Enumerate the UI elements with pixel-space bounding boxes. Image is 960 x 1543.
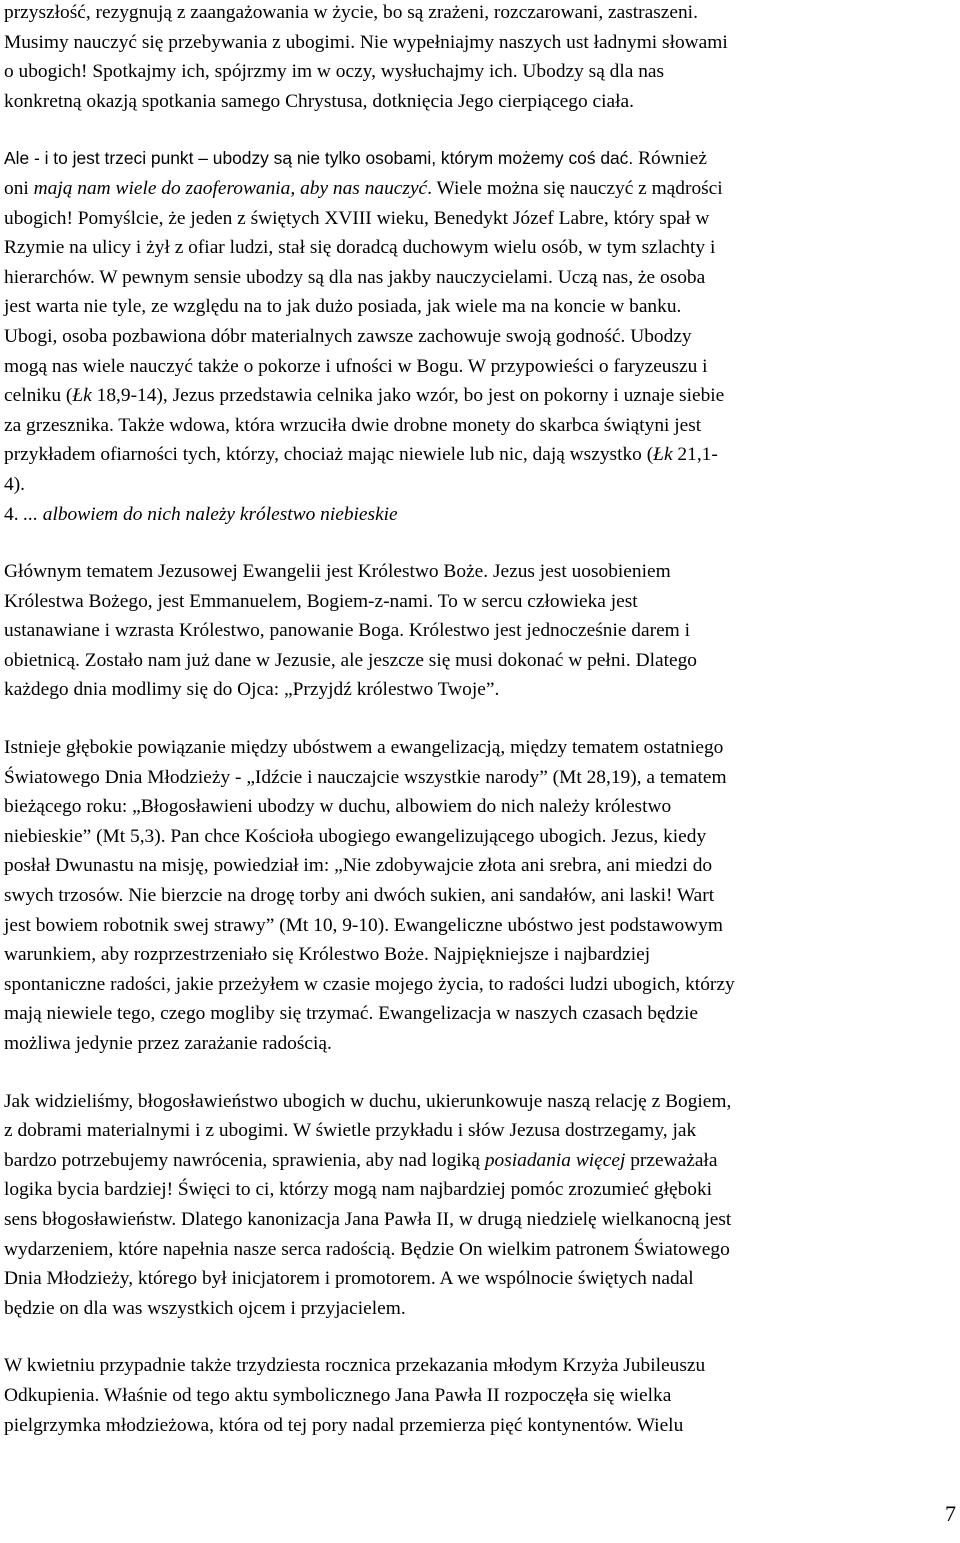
italic-emphasis: Łk	[72, 385, 92, 407]
paragraph-2	[4, 144, 950, 499]
text-line: będzie on dla was wszystkich ojcem i przyjacielem.	[4, 1297, 406, 1319]
text-line: pielgrzymka młodzieżowa, która od tej pory nadal przemierza pięć kontynentów. Wielu	[4, 1414, 684, 1436]
paragraph-6	[4, 1351, 950, 1440]
section-heading	[4, 500, 950, 530]
text-line: spontaniczne radości, jakie przeżyłem w czasie mojego życia, to radości ludzi ubogich, którzy	[4, 973, 735, 995]
text-line: jest bowiem robotnik swej strawy” (Mt 10, 9-10). Ewangeliczne ubóstwo jest podstawowym	[4, 914, 723, 936]
text-line: konkretną okazją spotkania samego Chrystusa, dotknięcia Jego cierpiącego ciała.	[4, 90, 634, 112]
page-number: 7	[945, 1501, 956, 1526]
text-line: każdego dnia modlimy się do Ojca: „Przyjdź królestwo Twoje”.	[4, 679, 500, 701]
document-page	[4, 0, 950, 1440]
text-line: mają niewiele tego, czego mogliby się trzymać. Ewangelizacja w naszych czasach będzie	[4, 1003, 698, 1025]
text-line	[4, 1146, 950, 1176]
text-line: Królestwa Bożego, jest Emmanuelem, Bogiem-z-nami. To w sercu człowieka jest	[4, 590, 638, 612]
text-line: niebieskie” (Mt 5,3). Pan chce Kościoła ubogiego ewangelizującego ubogich. Jezus, kiedy	[4, 825, 707, 847]
text-line	[4, 381, 950, 411]
text-run: bardzo potrzebujemy nawrócenia, sprawienia, aby nad logiką	[4, 1149, 485, 1171]
text-line	[4, 174, 950, 204]
text-line: sens błogosławieństw. Dlatego kanonizacja Jana Pawła II, w drugą niedzielę wielkanocną jest	[4, 1208, 732, 1230]
text-line: o ubogich! Spotkajmy ich, spójrzmy im w oczy, wysłuchajmy ich. Ubodzy są dla nas	[4, 61, 665, 83]
text-line	[4, 440, 950, 470]
section-number: 4.	[4, 503, 24, 525]
text-line: możliwa jedynie przez zarażanie radością.	[4, 1033, 332, 1054]
text-line: bieżącego roku: „Błogosławieni ubodzy w duchu, albowiem do nich należy królestwo	[4, 796, 672, 818]
text-run: celniku (	[4, 385, 73, 407]
text-run: przeważała	[625, 1149, 718, 1171]
italic-emphasis: mają nam wiele do zaoferowania, aby nas nauczyć	[33, 177, 428, 199]
text-line: Odkupienia. Właśnie od tego aktu symbolicznego Jana Pawła II rozpoczęła się wielka	[4, 1384, 672, 1406]
text-line	[4, 144, 950, 174]
text-line: obietnicą. Zostało nam już dane w Jezusie, ale jeszcze się musi dokonać w pełni. Dlatego	[4, 649, 697, 671]
text-line: mogą nas wiele nauczyć także o pokorze i ufności w Bogu. W przypowieści o faryzeuszu i	[4, 355, 708, 377]
text-line: Światowego Dnia Młodzieży - „Idźcie i nauczajcie wszystkie narody” (Mt 28,19), a tematem	[4, 766, 727, 788]
text-line: przyszłość, rezygnują z zaangażowania w życie, bo są zrażeni, rozczarowani, zastraszeni.	[4, 2, 698, 23]
text-line: jest warta nie tyle, ze względu na to jak dużo posiada, jak wiele ma na koncie w banku.	[4, 296, 682, 318]
text-line: Głównym tematem Jezusowej Ewangelii jest Królestwo Boże. Jezus jest uosobieniem	[4, 561, 671, 583]
paragraph-5	[4, 1087, 950, 1324]
text-line: W kwietniu przypadnie także trzydziesta rocznica przekazania młodym Krzyża Jubileuszu	[4, 1355, 706, 1377]
text-line: posłał Dwunastu na misję, powiedział im: „Nie zdobywajcie złota ani srebra, ani miedzi do	[4, 855, 713, 877]
text-line: z dobrami materialnymi i z ubogimi. W świetle przykładu i słów Jezusa dostrzegamy, jak	[4, 1120, 697, 1142]
text-run: 18,9-14), Jezus przedstawia celnika jako wzór, bo jest on pokorny i uznaje siebie	[91, 385, 725, 407]
section-title: ... albowiem do nich należy królestwo niebieskie	[23, 503, 398, 525]
paragraph-4	[4, 733, 950, 1059]
italic-emphasis: posiadania więcej	[484, 1149, 626, 1171]
text-line: Dnia Młodzieży, którego był inicjatorem i promotorem. A we wspólnocie świętych nadal	[4, 1268, 694, 1290]
text-run: . Wiele można się nauczyć z mądrości	[427, 177, 723, 199]
text-line: 4).	[4, 473, 26, 495]
text-line: swych trzosów. Nie bierzcie na drogę torby ani dwóch sukien, ani sandałów, ani laski! Wart	[4, 885, 715, 907]
text-line: warunkiem, aby rozprzestrzeniało się Królestwo Boże. Najpiękniejsze i najbardziej	[4, 944, 651, 966]
text-run: 21,1-	[672, 444, 718, 466]
text-run: Ale - i to jest trzeci punkt – ubodzy są nie tylko osobami, którym możemy coś dać.	[4, 148, 634, 169]
text-run: Również	[633, 148, 707, 170]
italic-emphasis: Łk	[653, 444, 673, 466]
text-run: przykładem ofiarności tych, którzy, chociaż mając niewiele lub nic, dają wszystko (	[4, 444, 654, 466]
text-line: Ubogi, osoba pozbawiona dóbr materialnych zawsze zachowuje swoją godność. Ubodzy	[4, 325, 692, 347]
text-line: za grzesznika. Także wdowa, która wrzuciła dwie drobne monety do skarbca świątyni jest	[4, 414, 702, 436]
text-line: logika bycia bardziej! Święci to ci, którzy mogą nam najbardziej pomóc zrozumieć głęboki	[4, 1179, 713, 1201]
text-run: oni	[4, 177, 34, 199]
text-line: hierarchów. W pewnym sensie ubodzy są dla nas jakby nauczycielami. Uczą nas, że osoba	[4, 266, 706, 288]
text-line: ustanawiane i wzrasta Królestwo, panowanie Boga. Królestwo jest jednocześnie darem i	[4, 620, 690, 642]
text-line: ubogich! Pomyślcie, że jeden z świętych XVIII wieku, Benedykt Józef Labre, który spał w	[4, 207, 710, 229]
text-line: wydarzeniem, które napełnia nasze serca radością. Będzie On wielkim patronem Światowego	[4, 1238, 730, 1260]
text-line: Istnieje głębokie powiązanie między ubóstwem a ewangelizacją, między tematem ostatniego	[4, 737, 724, 759]
paragraph-3	[4, 557, 950, 705]
paragraph-1	[4, 0, 950, 116]
text-line: Rzymie na ulicy i żył z ofiar ludzi, stał się doradcą duchowym wielu osób, w tym szlachty i	[4, 237, 716, 259]
text-line: Jak widzieliśmy, błogosławieństwo ubogich w duchu, ukierunkowuje naszą relację z Bogiem,	[4, 1090, 732, 1112]
text-line: Musimy nauczyć się przebywania z ubogimi. Nie wypełniajmy naszych ust ładnymi słowami	[4, 31, 728, 53]
